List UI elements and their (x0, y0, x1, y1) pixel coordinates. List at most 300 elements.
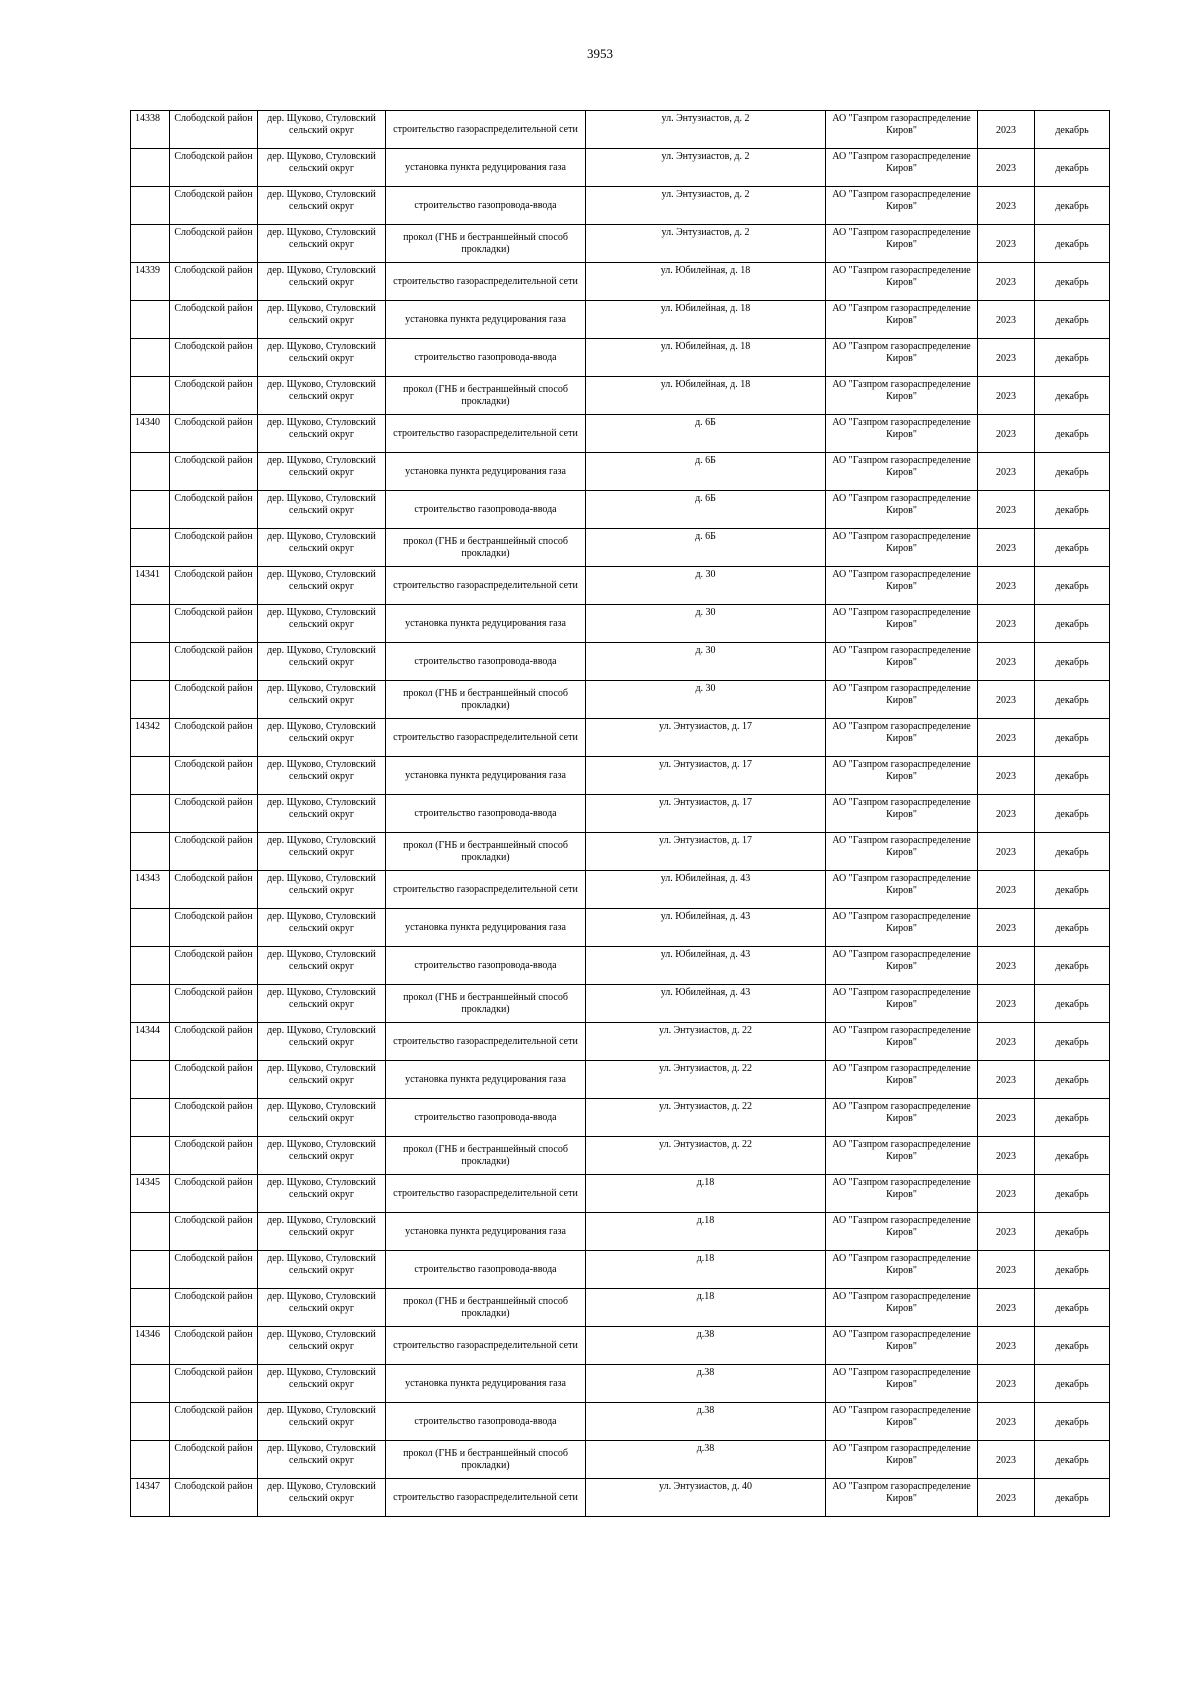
district-cell: Слободской район (170, 1175, 258, 1213)
table-row (131, 833, 1110, 871)
settlement-cell: дер. Щуково, Стуловский сельский округ (258, 833, 386, 871)
month-cell: декабрь (1035, 149, 1110, 187)
address-cell: ул. Юбилейная, д. 43 (586, 909, 826, 947)
row-number: 14345 (131, 1175, 170, 1213)
row-number (131, 757, 170, 795)
district-cell: Слободской район (170, 453, 258, 491)
row-number (131, 1061, 170, 1099)
address-cell: д. 30 (586, 605, 826, 643)
district-cell: Слободской район (170, 491, 258, 529)
row-number (131, 909, 170, 947)
district-cell: Слободской район (170, 567, 258, 605)
work-type-cell: строительство газопровода-ввода (386, 1099, 586, 1137)
organization-cell: АО "Газпром газораспределение Киров" (826, 339, 978, 377)
settlement-cell: дер. Щуково, Стуловский сельский округ (258, 643, 386, 681)
settlement-cell: дер. Щуково, Стуловский сельский округ (258, 301, 386, 339)
work-type-cell: строительство газораспределительной сети (386, 415, 586, 453)
row-number (131, 1251, 170, 1289)
table-row (131, 1441, 1110, 1479)
work-type-cell: строительство газораспределительной сети (386, 1479, 586, 1517)
month-cell: декабрь (1035, 1061, 1110, 1099)
organization-cell: АО "Газпром газораспределение Киров" (826, 871, 978, 909)
settlement-cell: дер. Щуково, Стуловский сельский округ (258, 111, 386, 149)
year-cell: 2023 (978, 605, 1035, 643)
work-type-cell: строительство газораспределительной сети (386, 567, 586, 605)
table-row (131, 605, 1110, 643)
district-cell: Слободской район (170, 187, 258, 225)
work-type-cell: строительство газопровода-ввода (386, 339, 586, 377)
year-cell: 2023 (978, 225, 1035, 263)
row-number (131, 947, 170, 985)
work-type-cell: строительство газораспределительной сети (386, 1175, 586, 1213)
month-cell: декабрь (1035, 719, 1110, 757)
month-cell: декабрь (1035, 1327, 1110, 1365)
district-cell: Слободской район (170, 529, 258, 567)
organization-cell: АО "Газпром газораспределение Киров" (826, 985, 978, 1023)
settlement-cell: дер. Щуково, Стуловский сельский округ (258, 605, 386, 643)
organization-cell: АО "Газпром газораспределение Киров" (826, 1441, 978, 1479)
year-cell: 2023 (978, 377, 1035, 415)
table-row (131, 681, 1110, 719)
row-number (131, 795, 170, 833)
settlement-cell: дер. Щуково, Стуловский сельский округ (258, 909, 386, 947)
month-cell: декабрь (1035, 1365, 1110, 1403)
work-type-cell: прокол (ГНБ и бестраншейный способ прокладки) (386, 985, 586, 1023)
year-cell: 2023 (978, 415, 1035, 453)
year-cell: 2023 (978, 985, 1035, 1023)
year-cell: 2023 (978, 1175, 1035, 1213)
district-cell: Слободской район (170, 301, 258, 339)
district-cell: Слободской район (170, 1365, 258, 1403)
row-number (131, 149, 170, 187)
organization-cell: АО "Газпром газораспределение Киров" (826, 1023, 978, 1061)
address-cell: ул. Юбилейная, д. 18 (586, 263, 826, 301)
organization-cell: АО "Газпром газораспределение Киров" (826, 491, 978, 529)
address-cell: д.38 (586, 1365, 826, 1403)
gas-works-table (130, 110, 1110, 1517)
address-cell: ул. Юбилейная, д. 43 (586, 871, 826, 909)
settlement-cell: дер. Щуково, Стуловский сельский округ (258, 225, 386, 263)
year-cell: 2023 (978, 1441, 1035, 1479)
year-cell: 2023 (978, 1403, 1035, 1441)
month-cell: декабрь (1035, 1023, 1110, 1061)
work-type-cell: прокол (ГНБ и бестраншейный способ прокладки) (386, 1441, 586, 1479)
settlement-cell: дер. Щуково, Стуловский сельский округ (258, 757, 386, 795)
row-number: 14344 (131, 1023, 170, 1061)
table-row (131, 985, 1110, 1023)
work-type-cell: строительство газопровода-ввода (386, 947, 586, 985)
row-number (131, 1289, 170, 1327)
year-cell: 2023 (978, 643, 1035, 681)
month-cell: декабрь (1035, 643, 1110, 681)
month-cell: декабрь (1035, 1175, 1110, 1213)
district-cell: Слободской район (170, 225, 258, 263)
work-type-cell: строительство газораспределительной сети (386, 719, 586, 757)
settlement-cell: дер. Щуково, Стуловский сельский округ (258, 985, 386, 1023)
row-number: 14339 (131, 263, 170, 301)
organization-cell: АО "Газпром газораспределение Киров" (826, 415, 978, 453)
month-cell: декабрь (1035, 491, 1110, 529)
row-number (131, 301, 170, 339)
month-cell: декабрь (1035, 795, 1110, 833)
table-row (131, 225, 1110, 263)
month-cell: декабрь (1035, 1213, 1110, 1251)
table-row (131, 263, 1110, 301)
organization-cell: АО "Газпром газораспределение Киров" (826, 529, 978, 567)
year-cell: 2023 (978, 1099, 1035, 1137)
month-cell: декабрь (1035, 1137, 1110, 1175)
settlement-cell: дер. Щуково, Стуловский сельский округ (258, 1175, 386, 1213)
organization-cell: АО "Газпром газораспределение Киров" (826, 301, 978, 339)
settlement-cell: дер. Щуково, Стуловский сельский округ (258, 1365, 386, 1403)
address-cell: ул. Юбилейная, д. 43 (586, 947, 826, 985)
address-cell: ул. Энтузиастов, д. 17 (586, 833, 826, 871)
table-row (131, 149, 1110, 187)
district-cell: Слободской район (170, 1061, 258, 1099)
organization-cell: АО "Газпром газораспределение Киров" (826, 1289, 978, 1327)
organization-cell: АО "Газпром газораспределение Киров" (826, 1175, 978, 1213)
year-cell: 2023 (978, 681, 1035, 719)
settlement-cell: дер. Щуково, Стуловский сельский округ (258, 529, 386, 567)
address-cell: ул. Энтузиастов, д. 2 (586, 187, 826, 225)
address-cell: д.38 (586, 1327, 826, 1365)
settlement-cell: дер. Щуково, Стуловский сельский округ (258, 947, 386, 985)
organization-cell: АО "Газпром газораспределение Киров" (826, 605, 978, 643)
month-cell: декабрь (1035, 1479, 1110, 1517)
row-number: 14346 (131, 1327, 170, 1365)
work-type-cell: прокол (ГНБ и бестраншейный способ прокладки) (386, 833, 586, 871)
table-body (131, 111, 1110, 1517)
table-row (131, 1479, 1110, 1517)
year-cell: 2023 (978, 529, 1035, 567)
row-number (131, 491, 170, 529)
month-cell: декабрь (1035, 415, 1110, 453)
work-type-cell: строительство газопровода-ввода (386, 491, 586, 529)
organization-cell: АО "Газпром газораспределение Киров" (826, 909, 978, 947)
year-cell: 2023 (978, 1365, 1035, 1403)
address-cell: д.38 (586, 1403, 826, 1441)
district-cell: Слободской район (170, 1441, 258, 1479)
work-type-cell: установка пункта редуцирования газа (386, 605, 586, 643)
work-type-cell: прокол (ГНБ и бестраншейный способ прокладки) (386, 225, 586, 263)
organization-cell: АО "Газпром газораспределение Киров" (826, 795, 978, 833)
organization-cell: АО "Газпром газораспределение Киров" (826, 1099, 978, 1137)
work-type-cell: прокол (ГНБ и бестраншейный способ прокладки) (386, 529, 586, 567)
year-cell: 2023 (978, 795, 1035, 833)
year-cell: 2023 (978, 757, 1035, 795)
address-cell: д.38 (586, 1441, 826, 1479)
address-cell: ул. Энтузиастов, д. 2 (586, 225, 826, 263)
year-cell: 2023 (978, 149, 1035, 187)
organization-cell: АО "Газпром газораспределение Киров" (826, 947, 978, 985)
work-type-cell: строительство газопровода-ввода (386, 643, 586, 681)
row-number: 14340 (131, 415, 170, 453)
organization-cell: АО "Газпром газораспределение Киров" (826, 225, 978, 263)
address-cell: ул. Юбилейная, д. 18 (586, 377, 826, 415)
organization-cell: АО "Газпром газораспределение Киров" (826, 1061, 978, 1099)
settlement-cell: дер. Щуково, Стуловский сельский округ (258, 263, 386, 301)
table-row (131, 491, 1110, 529)
address-cell: ул. Энтузиастов, д. 40 (586, 1479, 826, 1517)
row-number (131, 643, 170, 681)
table-row (131, 377, 1110, 415)
district-cell: Слободской район (170, 263, 258, 301)
settlement-cell: дер. Щуково, Стуловский сельский округ (258, 1137, 386, 1175)
address-cell: ул. Энтузиастов, д. 17 (586, 719, 826, 757)
address-cell: ул. Энтузиастов, д. 22 (586, 1099, 826, 1137)
month-cell: декабрь (1035, 453, 1110, 491)
district-cell: Слободской район (170, 415, 258, 453)
table-row (131, 795, 1110, 833)
work-type-cell: строительство газопровода-ввода (386, 795, 586, 833)
month-cell: декабрь (1035, 871, 1110, 909)
organization-cell: АО "Газпром газораспределение Киров" (826, 1365, 978, 1403)
organization-cell: АО "Газпром газораспределение Киров" (826, 263, 978, 301)
table-row (131, 1251, 1110, 1289)
address-cell: ул. Юбилейная, д. 18 (586, 301, 826, 339)
address-cell: д. 6Б (586, 491, 826, 529)
address-cell: д.18 (586, 1289, 826, 1327)
year-cell: 2023 (978, 1251, 1035, 1289)
settlement-cell: дер. Щуково, Стуловский сельский округ (258, 1061, 386, 1099)
work-type-cell: строительство газораспределительной сети (386, 263, 586, 301)
year-cell: 2023 (978, 567, 1035, 605)
district-cell: Слободской район (170, 1479, 258, 1517)
row-number (131, 1365, 170, 1403)
year-cell: 2023 (978, 453, 1035, 491)
address-cell: д.18 (586, 1175, 826, 1213)
organization-cell: АО "Газпром газораспределение Киров" (826, 1251, 978, 1289)
district-cell: Слободской район (170, 909, 258, 947)
settlement-cell: дер. Щуково, Стуловский сельский округ (258, 1479, 386, 1517)
year-cell: 2023 (978, 909, 1035, 947)
settlement-cell: дер. Щуково, Стуловский сельский округ (258, 453, 386, 491)
organization-cell: АО "Газпром газораспределение Киров" (826, 149, 978, 187)
row-number: 14341 (131, 567, 170, 605)
settlement-cell: дер. Щуково, Стуловский сельский округ (258, 1441, 386, 1479)
row-number (131, 681, 170, 719)
month-cell: декабрь (1035, 377, 1110, 415)
address-cell: д. 30 (586, 643, 826, 681)
table-row (131, 1061, 1110, 1099)
district-cell: Слободской район (170, 339, 258, 377)
work-type-cell: прокол (ГНБ и бестраншейный способ прокладки) (386, 681, 586, 719)
table-row (131, 757, 1110, 795)
table-row (131, 1099, 1110, 1137)
address-cell: ул. Энтузиастов, д. 17 (586, 795, 826, 833)
month-cell: декабрь (1035, 225, 1110, 263)
address-cell: ул. Юбилейная, д. 43 (586, 985, 826, 1023)
district-cell: Слободской район (170, 149, 258, 187)
district-cell: Слободской район (170, 985, 258, 1023)
month-cell: декабрь (1035, 339, 1110, 377)
table-row (131, 453, 1110, 491)
year-cell: 2023 (978, 263, 1035, 301)
address-cell: д. 6Б (586, 453, 826, 491)
settlement-cell: дер. Щуково, Стуловский сельский округ (258, 415, 386, 453)
year-cell: 2023 (978, 111, 1035, 149)
table-row (131, 1327, 1110, 1365)
table-row (131, 111, 1110, 149)
row-number (131, 1099, 170, 1137)
work-type-cell: установка пункта редуцирования газа (386, 1365, 586, 1403)
month-cell: декабрь (1035, 263, 1110, 301)
work-type-cell: строительство газораспределительной сети (386, 1327, 586, 1365)
year-cell: 2023 (978, 1023, 1035, 1061)
address-cell: ул. Энтузиастов, д. 22 (586, 1137, 826, 1175)
work-type-cell: установка пункта редуцирования газа (386, 301, 586, 339)
row-number (131, 605, 170, 643)
row-number: 14347 (131, 1479, 170, 1517)
work-type-cell: строительство газопровода-ввода (386, 187, 586, 225)
district-cell: Слободской район (170, 1137, 258, 1175)
district-cell: Слободской район (170, 1099, 258, 1137)
district-cell: Слободской район (170, 681, 258, 719)
address-cell: д.18 (586, 1251, 826, 1289)
settlement-cell: дер. Щуково, Стуловский сельский округ (258, 567, 386, 605)
year-cell: 2023 (978, 1479, 1035, 1517)
address-cell: д.18 (586, 1213, 826, 1251)
row-number (131, 985, 170, 1023)
work-type-cell: установка пункта редуцирования газа (386, 149, 586, 187)
address-cell: д. 30 (586, 567, 826, 605)
row-number (131, 1213, 170, 1251)
work-type-cell: установка пункта редуцирования газа (386, 1061, 586, 1099)
district-cell: Слободской район (170, 719, 258, 757)
table-row (131, 871, 1110, 909)
settlement-cell: дер. Щуково, Стуловский сельский округ (258, 1327, 386, 1365)
year-cell: 2023 (978, 1327, 1035, 1365)
organization-cell: АО "Газпром газораспределение Киров" (826, 1327, 978, 1365)
table-row (131, 1023, 1110, 1061)
address-cell: д. 6Б (586, 529, 826, 567)
address-cell: ул. Юбилейная, д. 18 (586, 339, 826, 377)
year-cell: 2023 (978, 1137, 1035, 1175)
work-type-cell: прокол (ГНБ и бестраншейный способ прокладки) (386, 1137, 586, 1175)
settlement-cell: дер. Щуково, Стуловский сельский округ (258, 377, 386, 415)
address-cell: ул. Энтузиастов, д. 2 (586, 149, 826, 187)
month-cell: декабрь (1035, 909, 1110, 947)
address-cell: ул. Энтузиастов, д. 22 (586, 1023, 826, 1061)
page-number: 3953 (587, 46, 613, 61)
settlement-cell: дер. Щуково, Стуловский сельский округ (258, 187, 386, 225)
year-cell: 2023 (978, 871, 1035, 909)
table-row (131, 1175, 1110, 1213)
organization-cell: АО "Газпром газораспределение Киров" (826, 643, 978, 681)
organization-cell: АО "Газпром газораспределение Киров" (826, 453, 978, 491)
row-number: 14343 (131, 871, 170, 909)
organization-cell: АО "Газпром газораспределение Киров" (826, 187, 978, 225)
settlement-cell: дер. Щуково, Стуловский сельский округ (258, 149, 386, 187)
work-type-cell: прокол (ГНБ и бестраншейный способ прокладки) (386, 1289, 586, 1327)
row-number (131, 377, 170, 415)
year-cell: 2023 (978, 947, 1035, 985)
organization-cell: АО "Газпром газораспределение Киров" (826, 833, 978, 871)
settlement-cell: дер. Щуково, Стуловский сельский округ (258, 871, 386, 909)
year-cell: 2023 (978, 339, 1035, 377)
district-cell: Слободской район (170, 1213, 258, 1251)
table-row (131, 643, 1110, 681)
settlement-cell: дер. Щуково, Стуловский сельский округ (258, 681, 386, 719)
district-cell: Слободской район (170, 947, 258, 985)
table-row (131, 301, 1110, 339)
table-row (131, 415, 1110, 453)
month-cell: декабрь (1035, 111, 1110, 149)
month-cell: декабрь (1035, 833, 1110, 871)
district-cell: Слободской район (170, 795, 258, 833)
settlement-cell: дер. Щуково, Стуловский сельский округ (258, 795, 386, 833)
table-row (131, 1289, 1110, 1327)
organization-cell: АО "Газпром газораспределение Киров" (826, 1479, 978, 1517)
organization-cell: АО "Газпром газораспределение Киров" (826, 377, 978, 415)
work-type-cell: установка пункта редуцирования газа (386, 757, 586, 795)
table-row (131, 187, 1110, 225)
address-cell: ул. Энтузиастов, д. 17 (586, 757, 826, 795)
address-cell: д. 30 (586, 681, 826, 719)
row-number (131, 833, 170, 871)
work-type-cell: строительство газораспределительной сети (386, 111, 586, 149)
organization-cell: АО "Газпром газораспределение Киров" (826, 111, 978, 149)
district-cell: Слободской район (170, 1289, 258, 1327)
month-cell: декабрь (1035, 1099, 1110, 1137)
settlement-cell: дер. Щуково, Стуловский сельский округ (258, 1251, 386, 1289)
district-cell: Слободской район (170, 605, 258, 643)
settlement-cell: дер. Щуково, Стуловский сельский округ (258, 1023, 386, 1061)
row-number (131, 453, 170, 491)
row-number (131, 187, 170, 225)
month-cell: декабрь (1035, 567, 1110, 605)
table-row (131, 567, 1110, 605)
table-row (131, 947, 1110, 985)
district-cell: Слободской район (170, 111, 258, 149)
month-cell: декабрь (1035, 301, 1110, 339)
row-number (131, 529, 170, 567)
month-cell: декабрь (1035, 1403, 1110, 1441)
organization-cell: АО "Газпром газораспределение Киров" (826, 681, 978, 719)
row-number (131, 1403, 170, 1441)
table-row (131, 339, 1110, 377)
settlement-cell: дер. Щуково, Стуловский сельский округ (258, 1289, 386, 1327)
work-type-cell: строительство газопровода-ввода (386, 1251, 586, 1289)
table-row (131, 529, 1110, 567)
row-number (131, 1441, 170, 1479)
table-row (131, 1137, 1110, 1175)
district-cell: Слободской район (170, 377, 258, 415)
row-number (131, 225, 170, 263)
month-cell: декабрь (1035, 681, 1110, 719)
work-type-cell: установка пункта редуцирования газа (386, 1213, 586, 1251)
row-number: 14338 (131, 111, 170, 149)
organization-cell: АО "Газпром газораспределение Киров" (826, 1403, 978, 1441)
year-cell: 2023 (978, 301, 1035, 339)
district-cell: Слободской район (170, 1327, 258, 1365)
settlement-cell: дер. Щуково, Стуловский сельский округ (258, 1213, 386, 1251)
address-cell: д. 6Б (586, 415, 826, 453)
year-cell: 2023 (978, 1213, 1035, 1251)
address-cell: ул. Энтузиастов, д. 22 (586, 1061, 826, 1099)
row-number (131, 1137, 170, 1175)
work-type-cell: строительство газораспределительной сети (386, 871, 586, 909)
table-row (131, 1403, 1110, 1441)
organization-cell: АО "Газпром газораспределение Киров" (826, 567, 978, 605)
year-cell: 2023 (978, 719, 1035, 757)
table-row (131, 1213, 1110, 1251)
month-cell: декабрь (1035, 757, 1110, 795)
month-cell: декабрь (1035, 1441, 1110, 1479)
table-row (131, 909, 1110, 947)
year-cell: 2023 (978, 1289, 1035, 1327)
district-cell: Слободской район (170, 871, 258, 909)
